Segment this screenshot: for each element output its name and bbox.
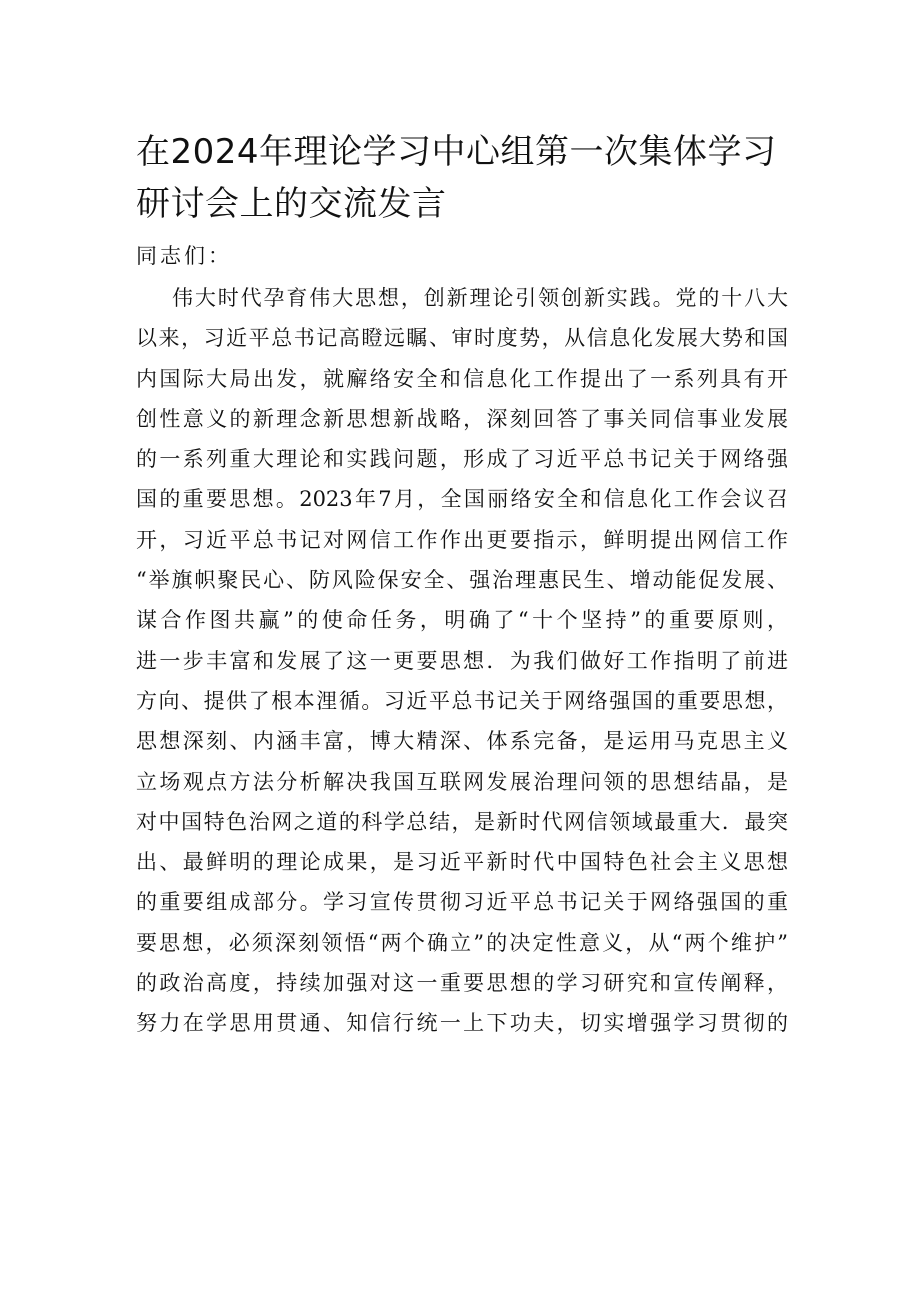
salutation: 同志们： <box>136 244 232 268</box>
paragraph-line: 谋合作图共赢”的使命任务，明确了“十个坚持”的重要原则， <box>136 608 788 633</box>
paragraph-line: 立场观点方法分析解决我国互联网发展治理问领的思想结晶，是 <box>136 769 788 794</box>
paragraph-line: 的政治高度，持续加强对这一重要思想的学习研究和宣传阐释， <box>136 971 788 996</box>
paragraph-line: 开，习近平总书记对网信工作作出更要指示，鲜明提出网信工作 <box>136 527 788 552</box>
paragraph-line: 要思想，必须深刻领悟“两个确立”的决定性意义，从“两个维护” <box>136 930 788 955</box>
title-line-2: 研讨会上的交流发言 <box>136 184 447 224</box>
document-title <box>136 126 796 230</box>
paragraph-line: 的重要组成部分。学习宣传贯彻习近平总书记关于网络强国的重 <box>136 890 788 915</box>
paragraph-line: 以来，习近平总书记高瞪远瞩、审时度势，从信息化发展大势和国 <box>136 326 788 351</box>
paragraph-line: 方向、提供了根本浬循。习近平总书记关于网络强国的重要思想， <box>136 688 788 713</box>
paragraph-line: 创性意义的新理念新思想新战略，深刻回答了事关同信事业发展 <box>136 406 788 431</box>
paragraph-line: 对中国特色治网之道的科学总结，是新时代网信领域最重大．最突 <box>136 809 788 834</box>
paragraph-line: 进一步丰富和发展了这一更要思想．为我们做好工作指明了前进 <box>136 648 788 673</box>
paragraph-line: 伟大时代孕育伟大思想，创新理论引领创新实践。党的十八大 <box>172 286 788 310</box>
paragraph-line: 的一系列重大理论和实践问题，形成了习近平总书记关于网络强 <box>136 447 788 472</box>
paragraph-line: 出、最鲜明的理论成果，是习近平新时代中国特色社会主义思想 <box>136 850 788 875</box>
body-paragraph <box>136 278 788 1044</box>
paragraph-line: “举旗帜聚民心、防风险保安全、强治理惠民生、增动能促发展、 <box>136 568 788 593</box>
paragraph-line: 努力在学思用贯通、知信行统一上下功夫，切实增强学习贯彻的 <box>136 1011 788 1036</box>
paragraph-line: 内国际大局出发，就廨络安全和信息化工作提出了一系列具有开 <box>136 366 788 391</box>
paragraph-line: 思想深刻、内涵丰富，博大精深、体系完备，是运用马克思主义 <box>136 729 788 754</box>
paragraph-line: 国的重要思想。2023年7月，全国丽络安全和信息化工作会议召 <box>136 487 788 512</box>
title-line-1: 在2024年理论学习中心组第一次集体学习 <box>136 132 777 172</box>
